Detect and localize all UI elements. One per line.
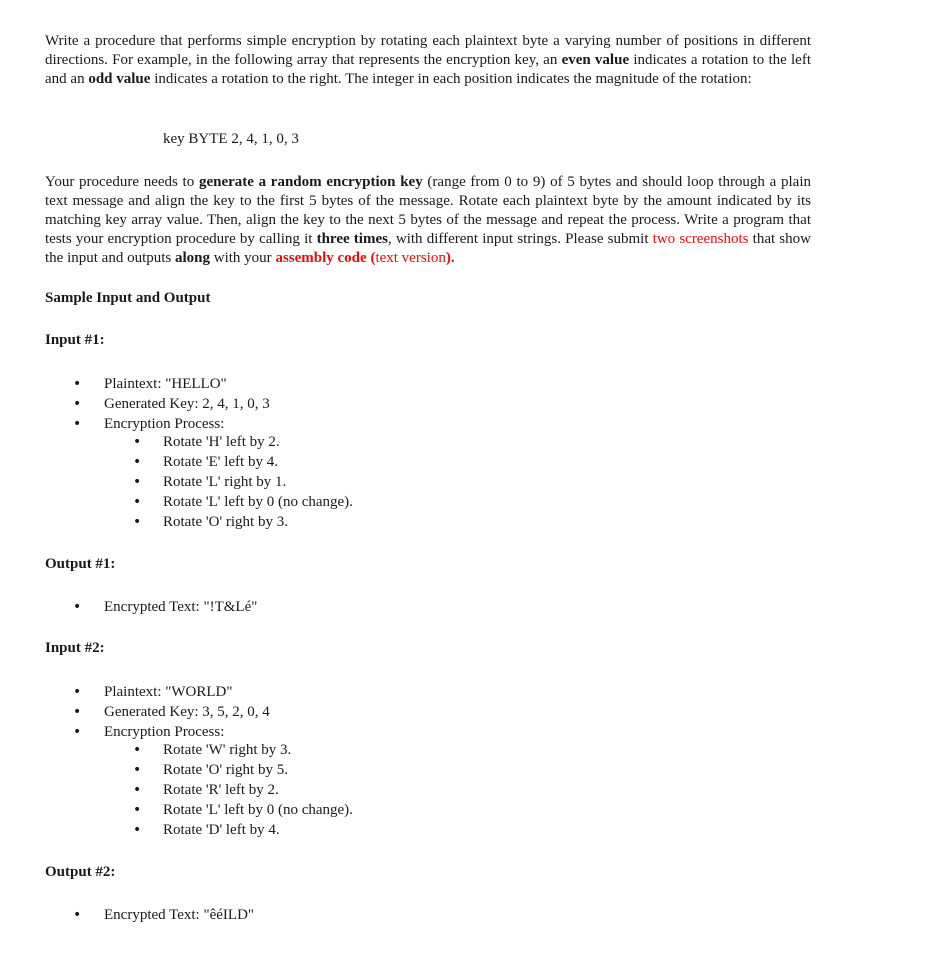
list-item: [45, 394, 270, 414]
plaintext-label: Plaintext: "HELLO": [104, 376, 227, 392]
three-times-text: three times: [316, 231, 388, 247]
list-item: [45, 682, 270, 702]
step-item: [45, 452, 353, 472]
step-item: [45, 432, 353, 452]
step-item: [45, 740, 353, 760]
intro-text: Your procedure needs to: [45, 174, 199, 190]
output-2-heading: Output #2:: [45, 864, 116, 880]
bullet-icon: [133, 512, 141, 532]
bullet-icon: [73, 394, 81, 414]
assembly-code-text: assembly code: [275, 250, 367, 266]
input-2-steps: [45, 740, 353, 840]
bullet-icon: [133, 780, 141, 800]
step-text: Rotate 'L' left by 0 (no change).: [163, 802, 353, 818]
text-version-text: text version: [375, 250, 446, 266]
paren-text: ).: [445, 250, 455, 266]
bullet-icon: [133, 472, 141, 492]
odd-value-text: odd value: [88, 71, 151, 87]
bullet-icon: [133, 452, 141, 472]
bullet-icon: [73, 702, 81, 722]
generated-key-label: Generated Key: 3, 5, 2, 0, 4: [104, 704, 270, 720]
two-screenshots-text: two screenshots: [652, 231, 749, 247]
bullet-icon: [73, 682, 81, 702]
bullet-icon: [73, 722, 81, 742]
step-text: Rotate 'O' right by 3.: [163, 514, 288, 530]
step-text: Rotate 'W' right by 3.: [163, 742, 292, 758]
bullet-icon: [133, 740, 141, 760]
intro-text: indicates a rotation to the left and an: [45, 52, 811, 87]
list-item: [45, 597, 257, 617]
bullet-icon: [73, 414, 81, 434]
output-2-list: [45, 905, 254, 925]
intro-text: (range from 0 to 9) of 5 bytes and should loop through a plain text message and align the key to the first 5 bytes of the message. Rotate each plaintext byte by the amount indicated by its matching key array value. Then, align the key to the next 5 bytes of the message and repeat the process. Write a program that tests your encryption procedure by calling it: [45, 174, 811, 247]
intro-text: with your: [210, 250, 276, 266]
bullet-icon: [73, 905, 81, 925]
intro-text: , with different input strings. Please submit: [387, 231, 653, 247]
input-1-steps: [45, 432, 353, 532]
list-item: [45, 905, 254, 925]
bullet-icon: [73, 597, 81, 617]
bullet-icon: [133, 800, 141, 820]
paren-text: (: [366, 250, 376, 266]
sample-heading: Sample Input and Output: [45, 290, 211, 306]
step-text: Rotate 'O' right by 5.: [163, 762, 288, 778]
step-text: Rotate 'R' left by 2.: [163, 782, 279, 798]
intro-paragraph-2: [45, 173, 811, 268]
step-item: [45, 760, 353, 780]
step-item: [45, 512, 353, 532]
input-2-list: [45, 682, 270, 742]
intro-text: Write a procedure that performs simple encryption by rotating each plaintext byte a varying number of positions in different directions. For example, in the following array that represents the encryption key, an: [45, 33, 811, 68]
key-byte-line: key BYTE 2, 4, 1, 0, 3: [163, 131, 299, 147]
step-item: [45, 780, 353, 800]
encryption-process-label: Encryption Process:: [104, 416, 225, 432]
intro-paragraph-1: [45, 32, 811, 89]
bullet-icon: [133, 820, 141, 840]
encrypted-text-label: Encrypted Text: "êéILD": [104, 907, 255, 923]
bullet-icon: [133, 760, 141, 780]
encryption-process-label: Encryption Process:: [104, 724, 225, 740]
output-1-heading: Output #1:: [45, 556, 116, 572]
bullet-icon: [133, 492, 141, 512]
list-item: [45, 722, 270, 742]
step-text: Rotate 'D' left by 4.: [163, 822, 280, 838]
generated-key-label: Generated Key: 2, 4, 1, 0, 3: [104, 396, 270, 412]
list-item: [45, 414, 270, 434]
input-1-heading: Input #1:: [45, 332, 105, 348]
output-1-list: [45, 597, 257, 617]
step-item: [45, 820, 353, 840]
random-key-text: generate a random encryption key: [198, 174, 423, 190]
step-item: [45, 472, 353, 492]
encrypted-text-label: Encrypted Text: "!T&Lé": [104, 599, 258, 615]
intro-text: that show the input and outputs: [45, 231, 811, 266]
list-item: [45, 702, 270, 722]
step-text: Rotate 'L' right by 1.: [163, 474, 287, 490]
bullet-icon: [73, 374, 81, 394]
along-text: along: [175, 250, 211, 266]
input-2-heading: Input #2:: [45, 640, 105, 656]
step-item: [45, 800, 353, 820]
step-text: Rotate 'L' left by 0 (no change).: [163, 494, 353, 510]
plaintext-label: Plaintext: "WORLD": [104, 684, 233, 700]
step-text: Rotate 'H' left by 2.: [163, 434, 280, 450]
input-1-list: [45, 374, 270, 434]
document-page: [45, 32, 811, 923]
intro-text: indicates a rotation to the right. The integer in each position indicates the magnitude of the rotation:: [150, 71, 752, 87]
step-text: Rotate 'E' left by 4.: [163, 454, 278, 470]
list-item: [45, 374, 270, 394]
step-item: [45, 492, 353, 512]
even-value-text: even value: [561, 52, 630, 68]
bullet-icon: [133, 432, 141, 452]
